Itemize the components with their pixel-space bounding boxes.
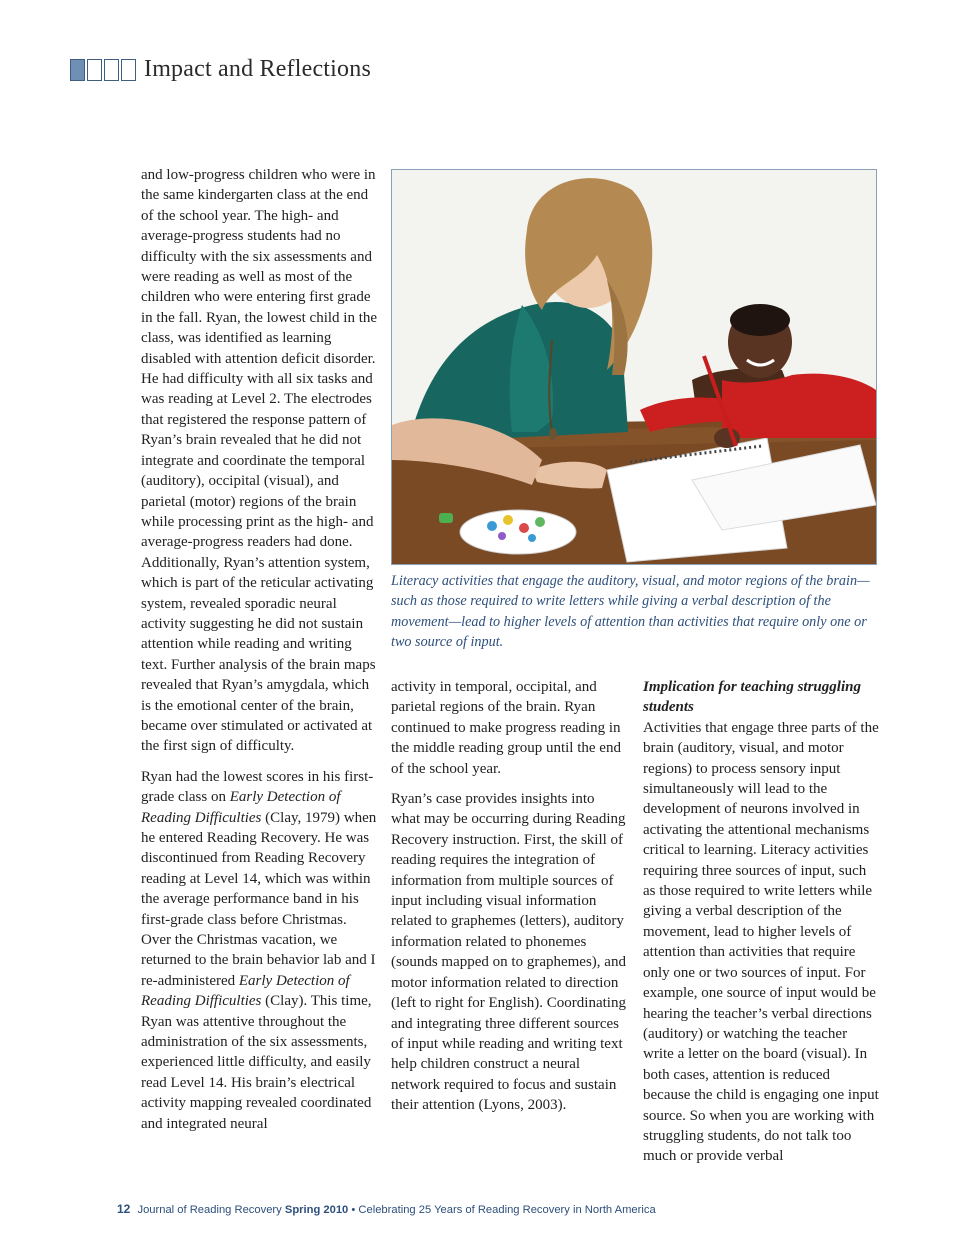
journal-name: Journal of Reading Recovery [137,1204,282,1216]
header-boxes-icon [70,59,136,81]
page-footer [117,1202,656,1216]
photo-caption: Literacy activities that engage the auditory, visual, and motor regions of the brain—such as those required to write letters while giving a verbal description of the movement—lead to higher levels of attention than activities that require only one or two source of input. [391,573,870,651]
teacher-student-photo [391,169,877,565]
paragraph: and low-progress children who were in the same kindergarten class at the end of the school year. The high- and average-progress students had no difficulty with the six assessments and were reading as well as most of the children who were entering first grade in the fall. Ryan, the lowest child in the class, was identified as learning disabled with attention deficit disorder. He had difficulty with all six tasks and was reading at Level 2. The electrodes that registered the response pattern of Ryan’s brain revealed that he did not integrate and coordinate the temporal (auditory), occipital (visual), and parietal (motor) regions of the brain while processing print as the high- and average-progress readers had done. Additionally, Ryan’s attention system, which is part of the reticular activating system, revealed sporadic neural activity suggesting he did not sustain attention while reading and writing text. Further analysis of the brain maps revealed that Ryan’s amygdala, which is the emotional center of the brain, became over stimulated or activated at the first sign of difficulty. [141,167,378,755]
text-run: (Clay). This time, Ryan was attentive throughout the administration of the six assessments, experienced little difficulty, and easily read Level 14. His brain’s electrical activity mapping revealed coordinated and integrated neural [141,993,372,1132]
header-box [104,59,119,81]
book-title: Early Detection of Reading Difficulties [141,789,341,826]
paragraph: Activities that engage three parts of the brain (auditory, visual, and motor regions) to process sensory input simultaneously will lead to the development of neurons involved in activating the attentional mechanisms critical to learning. Literacy activities requiring three sources of input, such as those required to write letters while giving a verbal description of the movement, lead to higher levels of attention than activities that require only one or two sources of input. For example, one source of input would be hearing the teacher’s verbal directions (auditory) or watching the teacher write a letter on the board (visual). In both cases, attention is reduced because the child is engaging one input source. So when you are working with struggling students, do not talk too much or provide verbal [643,719,879,1165]
section-title: Impact and Reflections [144,56,371,82]
header-box [121,59,136,81]
text-run: Ryan had the lowest scores in his first-grade class on [141,768,374,806]
paragraph: Ryan’s case provides insights into what may be occurring during Reading Recovery instruction. First, the skill of reading requires the integration of information from multiple sources of input including visual information related to graphemes (letters), auditory information related to phonemes (sounds mapped on to graphemes), and motor information related to direction (left to right for English). Coordinating and integrating three different sources of input while reading and writing text help children construct a neural network required to focus and sustain their attention (Lyons, 2003). [391,791,626,1114]
page-number: 12 [117,1202,131,1216]
paragraph [141,767,378,1134]
issue-label: Spring 2010 [284,1204,349,1216]
column-right [643,677,879,1167]
column-middle [391,677,627,1116]
subheading: Implication for teaching struggling students [643,679,861,716]
section-header [70,56,371,83]
text-run: (Clay, 1979) when he entered Reading Recovery. He was discontinued from Reading Recovery reading at Level 14, which was within the average performance band in his first-grade class before Christmas. Over the Christmas vacation, we returned to the brain behavior lab and I re-administered [141,809,377,989]
column-left [141,165,378,1134]
footer-separator: • [351,1204,356,1216]
book-title: Early Detection of Reading Difficulties [141,972,350,1010]
header-box [87,59,102,81]
footer-tagline: Celebrating 25 Years of Reading Recovery in North America [358,1204,656,1216]
paragraph: activity in temporal, occipital, and parietal regions of the brain. Ryan continued to make progress reading in the middle reading group until the end of the school year. [391,679,621,777]
header-box-filled [70,59,85,81]
